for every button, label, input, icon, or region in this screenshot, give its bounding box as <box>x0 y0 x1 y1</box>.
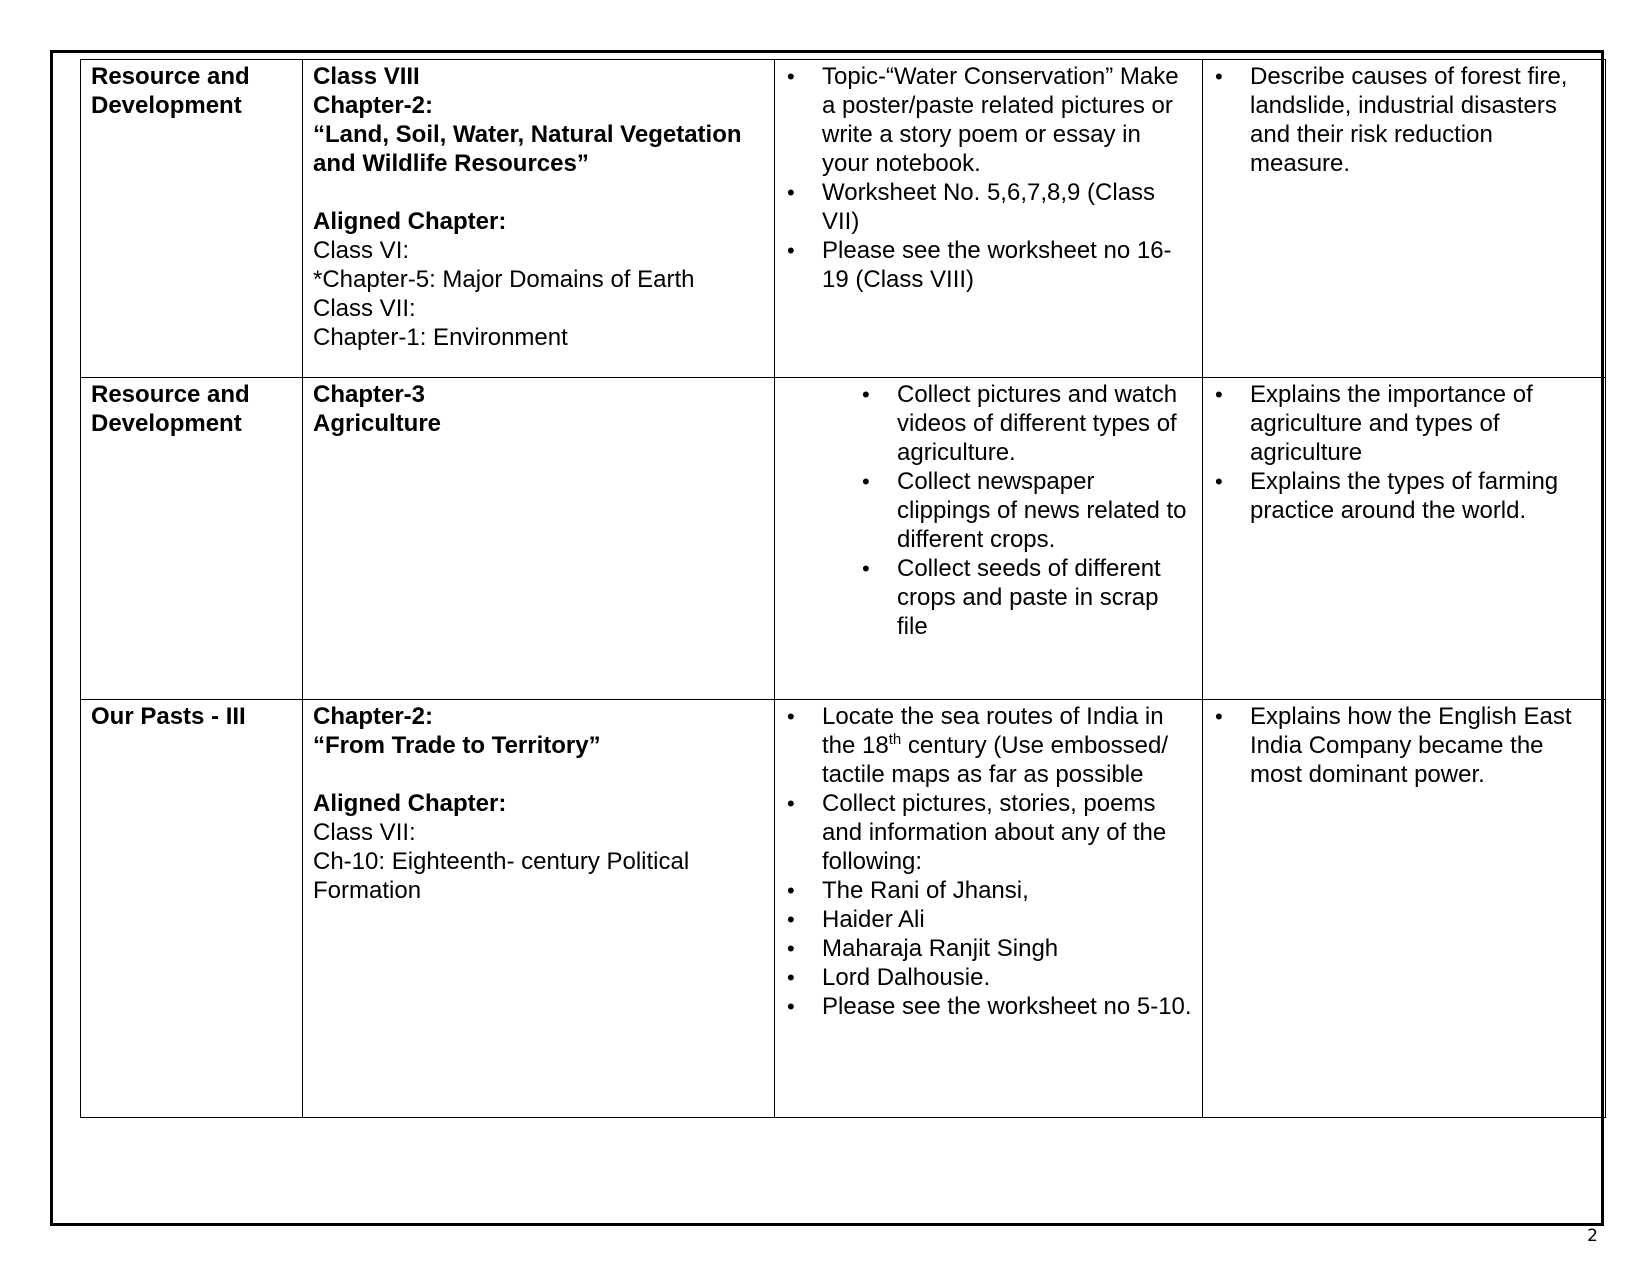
table-row <box>81 700 1606 1118</box>
outcome-item: • Explains the types of farming practice around the world. <box>1213 467 1597 525</box>
activities-cell <box>775 378 1203 700</box>
activity-item: • Please see the worksheet no 5-10. <box>785 992 1194 1021</box>
chapter-title: “Land, Soil, Water, Natural Vegetation and Wildlife Resources” <box>313 121 742 177</box>
chapter-title: “From Trade to Territory” <box>313 732 601 759</box>
page-number: 2 <box>1587 1226 1598 1246</box>
chapter-number: Chapter-2: <box>313 92 434 119</box>
aligned-chapter-line: Class VII: <box>313 819 416 846</box>
class-label: Class VIII <box>313 63 420 90</box>
chapter-cell <box>303 700 775 1118</box>
aligned-chapter-line: Chapter-1: Environment <box>313 324 568 351</box>
aligned-chapter-line: Class VI: <box>313 237 410 264</box>
outcomes-cell <box>1203 378 1606 700</box>
aligned-chapter-heading: Aligned Chapter: <box>313 208 507 235</box>
subject-label: Resource and Development <box>91 63 250 119</box>
outcomes-list <box>1213 702 1597 789</box>
activity-item: • The Rani of Jhansi, <box>785 876 1194 905</box>
aligned-chapter-line: Ch-10: Eighteenth- century Political Formation <box>313 848 690 904</box>
subject-label: Our Pasts - III <box>91 703 246 730</box>
activity-item <box>785 702 1194 789</box>
aligned-chapter-line: *Chapter-5: Major Domains of Earth <box>313 266 695 293</box>
chapter-title: Agriculture <box>313 410 442 437</box>
activity-item: • Collect pictures and watch videos of different types of agriculture. <box>785 380 1194 467</box>
outcome-item: • Describe causes of forest fire, landslide, industrial disasters and their risk reduction measure. <box>1213 62 1597 178</box>
subject-label: Resource and Development <box>91 381 250 437</box>
activities-list <box>785 380 1194 641</box>
chapter-number: Chapter-3 <box>313 381 426 408</box>
activity-item: • Haider Ali <box>785 905 1194 934</box>
activity-item: • Maharaja Ranjit Singh <box>785 934 1194 963</box>
outcome-item: • Explains how the English East India Company became the most dominant power. <box>1213 702 1597 789</box>
activities-cell <box>775 700 1203 1118</box>
subject-cell <box>81 700 303 1118</box>
outcomes-cell <box>1203 700 1606 1118</box>
subject-cell <box>81 60 303 378</box>
outcomes-list <box>1213 62 1597 178</box>
activity-item: • Collect newspaper clippings of news related to different crops. <box>785 467 1194 554</box>
aligned-chapter-heading: Aligned Chapter: <box>313 790 507 817</box>
outcome-item: • Explains the importance of agriculture and types of agriculture <box>1213 380 1597 467</box>
activities-list <box>785 62 1194 294</box>
chapter-cell <box>303 378 775 700</box>
activity-item: • Collect pictures, stories, poems and information about any of the following: <box>785 789 1194 876</box>
subject-cell <box>81 378 303 700</box>
activity-text: Locate the sea routes of India in the 18 <box>822 703 1164 759</box>
outcomes-cell <box>1203 60 1606 378</box>
activity-item: • Worksheet No. 5,6,7,8,9 (Class VII) <box>785 178 1194 236</box>
activity-item: • Collect seeds of different crops and paste in scrap file <box>785 554 1194 641</box>
activities-cell <box>775 60 1203 378</box>
chapter-number: Chapter-2: <box>313 703 434 730</box>
outcomes-list <box>1213 380 1597 525</box>
activity-item: • Lord Dalhousie. <box>785 963 1194 992</box>
chapter-cell <box>303 60 775 378</box>
activity-text: century (Use embossed/ tactile maps as far as possible <box>822 732 1169 788</box>
curriculum-table <box>80 59 1606 1118</box>
table-row <box>81 60 1606 378</box>
ordinal-suffix: th <box>888 731 902 748</box>
aligned-chapter-line: Class VII: <box>313 295 416 322</box>
activity-item: • Please see the worksheet no 16-19 (Class VIII) <box>785 236 1194 294</box>
table-row <box>81 378 1606 700</box>
activities-list <box>785 702 1194 1021</box>
activity-item: • Topic-“Water Conservation” Make a poster/paste related pictures or write a story poem or essay in your notebook. <box>785 62 1194 178</box>
